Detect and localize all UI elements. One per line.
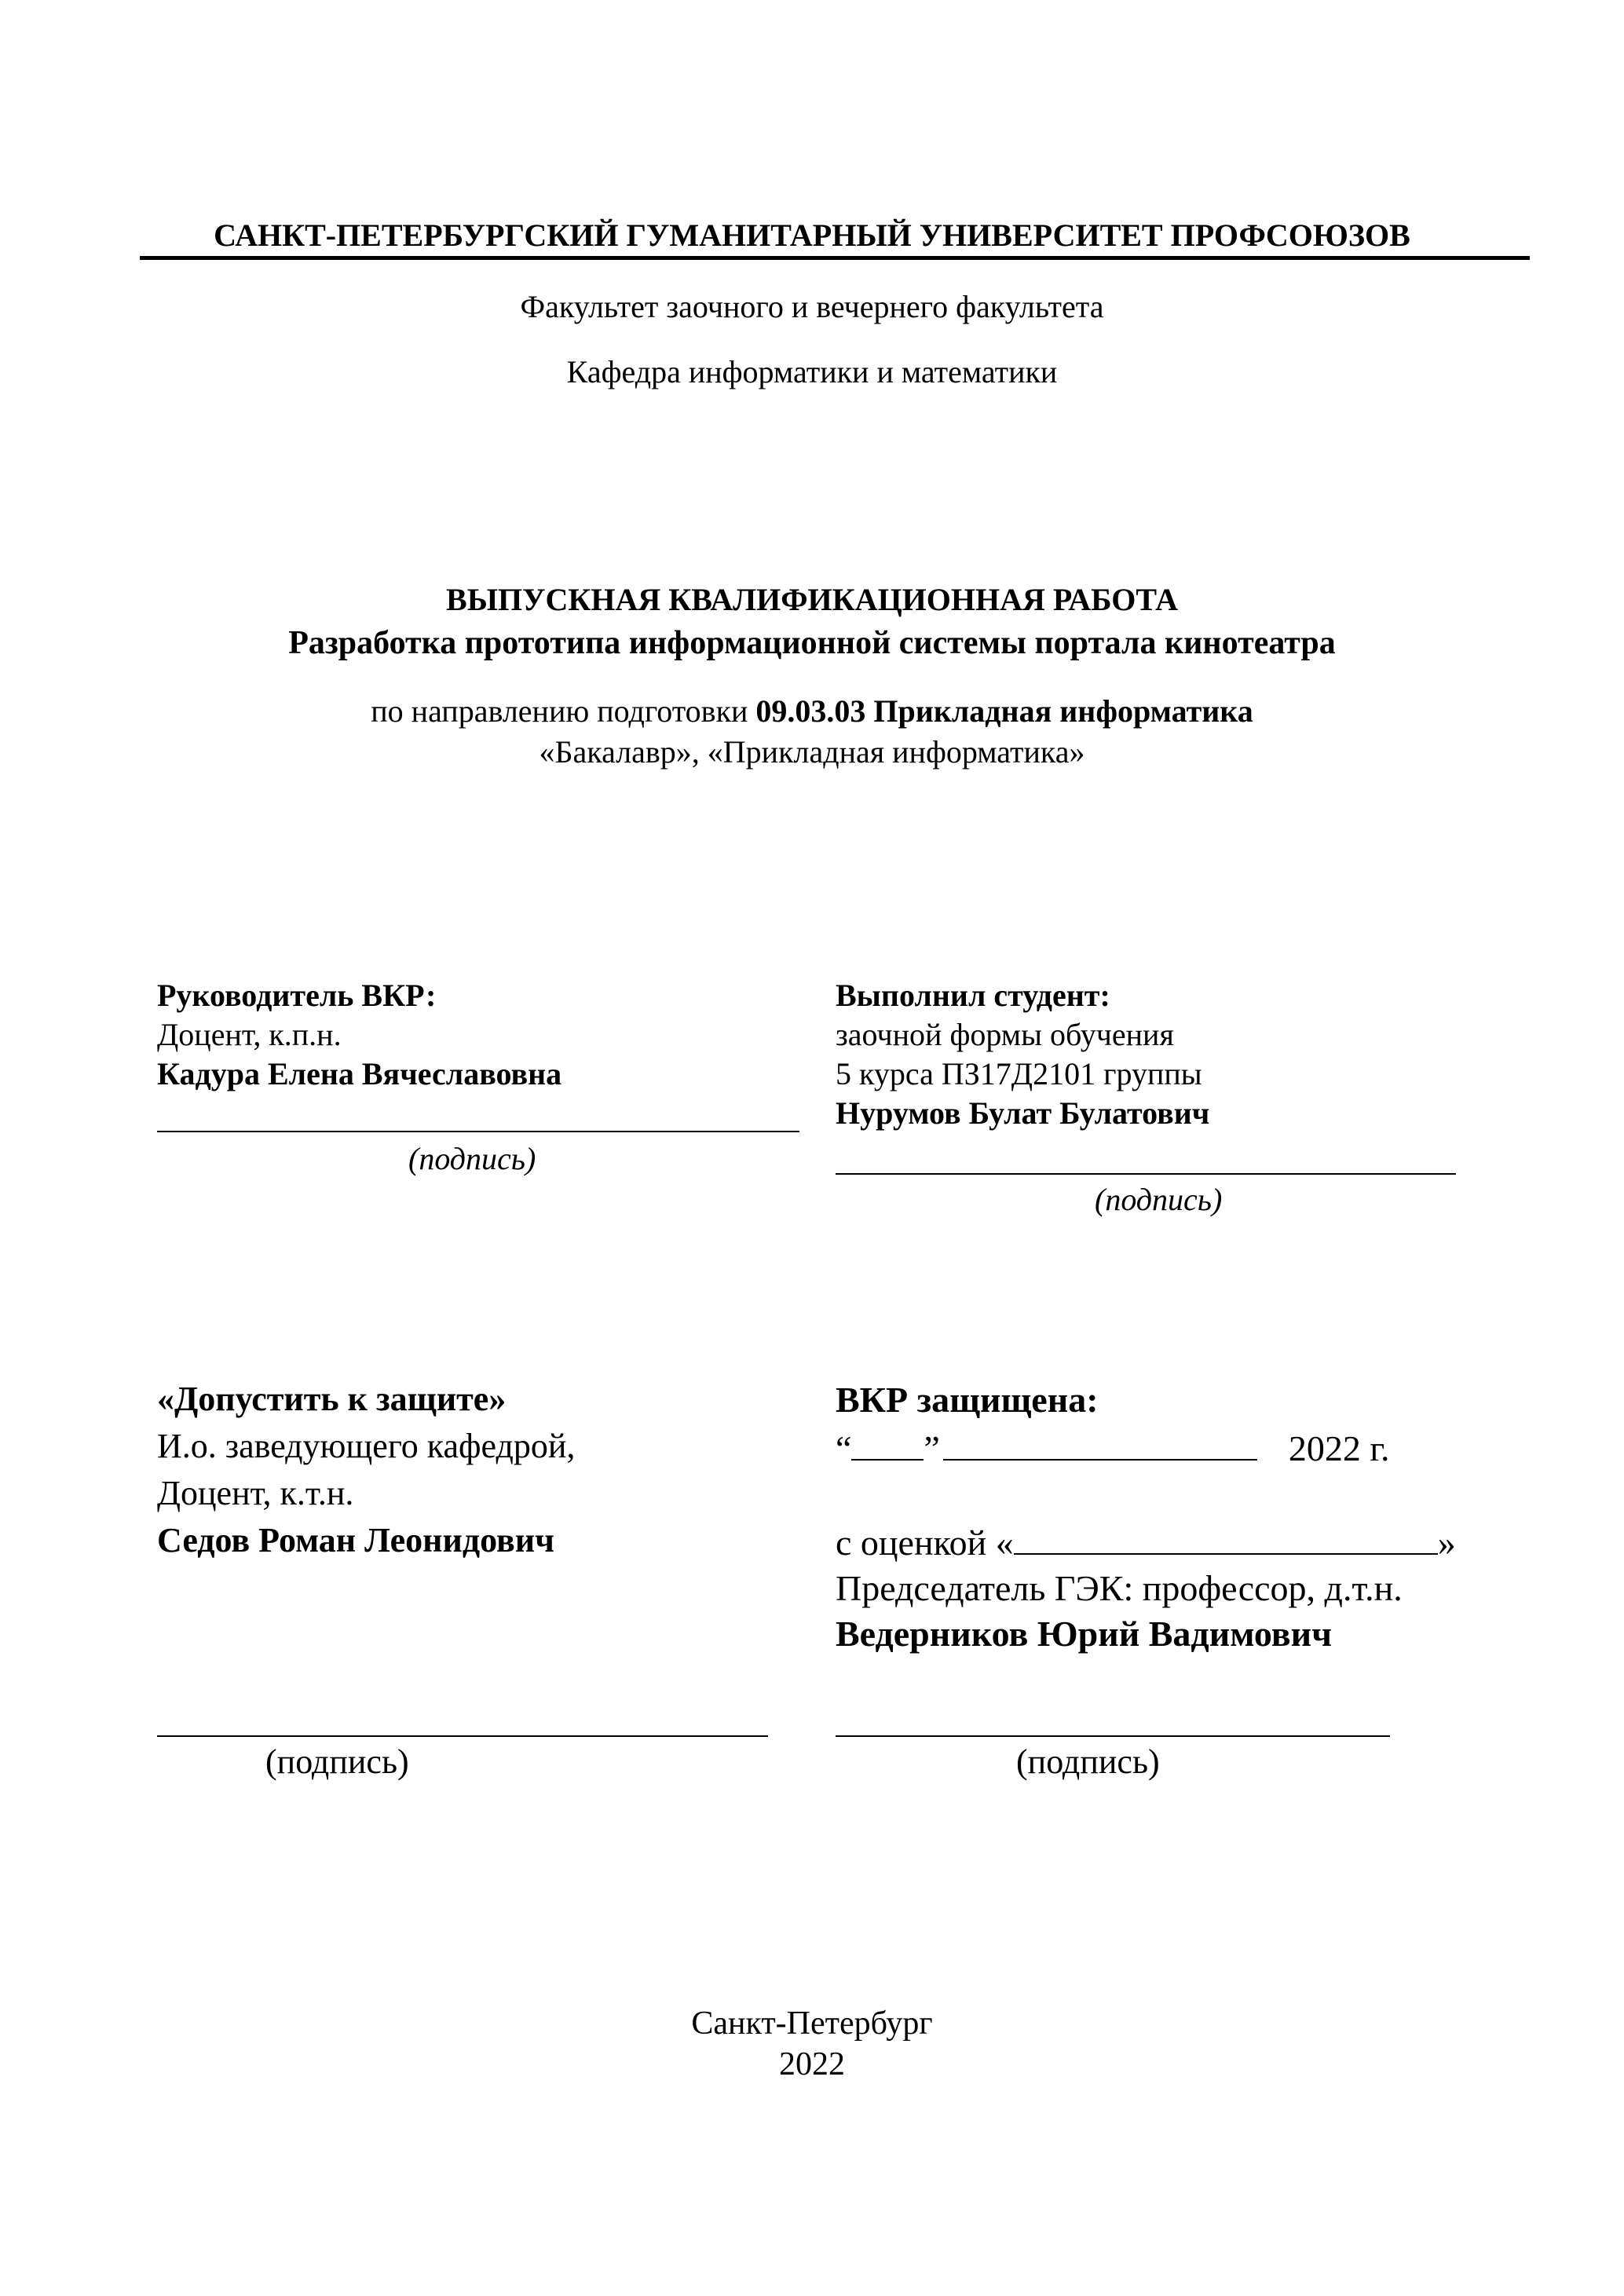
month-blank — [943, 1428, 1257, 1461]
grade-blank — [1014, 1522, 1438, 1555]
supervisor-signature-line — [157, 1131, 799, 1132]
gek-chair-name: Ведерников Юрий Вадимович — [836, 1614, 1333, 1654]
student-heading: Выполнил студент: — [836, 978, 1110, 1013]
defense-grade-line — [836, 1522, 1456, 1564]
grade-suffix: » — [1437, 1523, 1456, 1563]
supervisor-position: Доцент, к.п.н. — [157, 1017, 342, 1052]
direction-line — [0, 693, 1624, 730]
student-study-form: заочной формы обучения — [836, 1017, 1174, 1052]
gek-chair-position: Председатель ГЭК: профессор, д.т.н. — [836, 1568, 1403, 1608]
admission-signature-line — [157, 1735, 768, 1737]
admission-signature-label: (подпись) — [265, 1742, 409, 1781]
date-quote-close: ” — [924, 1428, 940, 1468]
supervisor-heading: Руководитель ВКР: — [157, 978, 437, 1013]
defense-date-line — [836, 1428, 1390, 1470]
defense-year: 2022 г. — [1288, 1428, 1390, 1468]
defense-signature-label: (подпись) — [1016, 1742, 1160, 1781]
grade-prefix: с оценкой « — [836, 1523, 1014, 1563]
admission-head-name: Седов Роман Леонидович — [157, 1521, 554, 1559]
admission-heading: «Допустить к защите» — [157, 1380, 507, 1418]
defense-signature-line — [836, 1735, 1390, 1737]
admission-position: И.о. заведующего кафедрой, — [157, 1427, 576, 1465]
student-group: 5 курса ПЗ17Д2101 группы — [836, 1056, 1202, 1091]
direction-code: 09.03.03 Прикладная информатика — [755, 693, 1253, 729]
footer-year: 2022 — [779, 2046, 845, 2082]
supervisor-signature-label: (подпись) — [408, 1141, 536, 1176]
header-rule — [140, 256, 1530, 260]
admission-degree: Доцент, к.т.н. — [157, 1474, 354, 1512]
defense-heading: ВКР защищена: — [836, 1380, 1099, 1420]
day-blank — [851, 1428, 924, 1461]
footer-city: Санкт-Петербург — [691, 2005, 933, 2042]
direction-prefix: по направлению подготовки — [371, 693, 756, 729]
date-quote-open: “ — [836, 1428, 852, 1468]
student-name: Нурумов Булат Булатович — [836, 1095, 1210, 1131]
faculty-name: Факультет заочного и вечернего факультета — [520, 289, 1104, 324]
department-name: Кафедра информатики и математики — [566, 354, 1058, 389]
student-signature-line — [836, 1173, 1456, 1175]
supervisor-name: Кадура Елена Вячеславовна — [157, 1056, 562, 1091]
student-signature-label: (подпись) — [1095, 1182, 1223, 1217]
thesis-topic: Разработка прототипа информационной системы портала кинотеатра — [288, 625, 1336, 661]
work-type-title: ВЫПУСКНАЯ КВАЛИФИКАЦИОННАЯ РАБОТА — [446, 582, 1178, 617]
profile-line: «Бакалавр», «Прикладная информатика» — [539, 734, 1085, 770]
university-name: САНКТ-ПЕТЕРБУРГСКИЙ ГУМАНИТАРНЫЙ УНИВЕРСИТЕТ ПРОФСОЮЗОВ — [214, 218, 1410, 253]
